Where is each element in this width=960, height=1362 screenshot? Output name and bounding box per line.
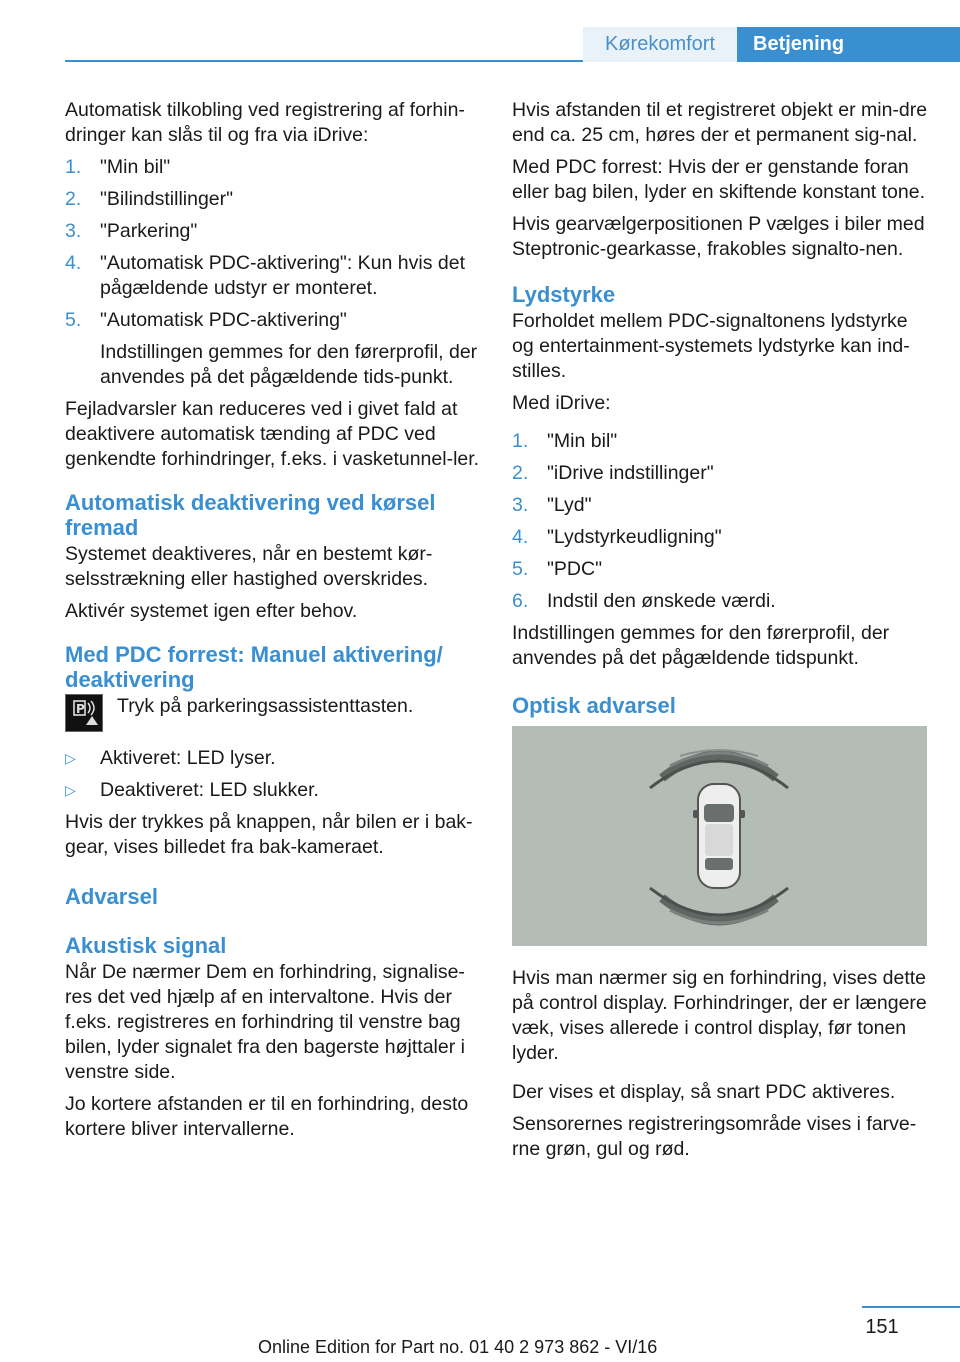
press-button-text: Tryk på parkeringsassistenttasten. <box>117 695 414 717</box>
optical-paragraph-2: Der vises et display, så snart PDC aktiveres. <box>512 1081 896 1103</box>
parking-assist-button-icon <box>65 694 103 732</box>
idrive-paragraph: Med iDrive: <box>512 392 611 414</box>
left-column <box>65 98 483 1149</box>
heading-acoustic-signal: Akustisk signal <box>65 933 227 958</box>
list-item: 1. "Min bil" <box>512 430 618 452</box>
header-chapter-tab: Betjening <box>737 27 960 62</box>
page-number: 151 <box>865 1316 899 1338</box>
pdc-display-illustration <box>512 726 927 946</box>
saved-profile-paragraph: Indstillingen gemmes for den førerprofil, der anvendes på det pågældende tidspunkt. <box>512 622 890 669</box>
header-section-tab: Kørekomfort <box>583 27 737 62</box>
false-warning-paragraph: Fejladvarsler kan reduceres ved i givet fald at deaktivere automatisk tænding af PDC ved genkendte forhindringer, f.eks. i vasketunnel-ler. <box>65 398 480 470</box>
optical-paragraph-3: Sensorernes registreringsområde vises i farve-rne grøn, gul og rød. <box>512 1113 917 1160</box>
list-item: 5. "Automatisk PDC-aktivering" <box>65 309 347 331</box>
list-item: 4. "Automatisk PDC-aktivering": Kun hvis det pågældende udstyr er monteret. <box>65 252 465 299</box>
auto-deact-paragraph-1: Systemet deaktiveres, når en bestemt kør-selsstrækning eller hastighed overskrides. <box>65 543 433 590</box>
heading-volume: Lydstyrke <box>512 282 616 307</box>
list-item: 4. "Lydstyrkeudligning" <box>512 526 722 548</box>
triangle-bullet-icon: ▷ <box>65 750 76 766</box>
list-item: ▷ Aktiveret: LED lyser. <box>65 747 276 769</box>
triangle-bullet-icon: ▷ <box>65 782 76 798</box>
list-item: 2. "Bilindstillinger" <box>65 188 234 210</box>
right-column <box>512 98 930 1169</box>
heading-optical-warning: Optisk advarsel <box>512 693 676 718</box>
list-item: 2. "iDrive indstillinger" <box>512 462 714 484</box>
heading-auto-deactivation: Automatisk deaktivering ved kørsel fremad <box>65 490 436 540</box>
edition-text: Online Edition for Part no. 01 40 2 973 862 - VI/16 <box>258 1337 658 1357</box>
list-sub-paragraph: Indstillingen gemmes for den førerprofil, der anvendes på det pågældende tids-punkt. <box>100 341 478 388</box>
list-item: 5. "PDC" <box>512 558 603 580</box>
reverse-gear-paragraph: Hvis der trykkes på knappen, når bilen er i bak-gear, vises billedet fra bak-kameraet. <box>65 811 473 858</box>
intro-paragraph: Automatisk tilkobling ved registrering af forhin-dringer kan slås til og fra via iDrive: <box>65 99 465 146</box>
footer-rule <box>862 1306 960 1308</box>
list-item: 3. "Lyd" <box>512 494 592 516</box>
list-item: 3. "Parkering" <box>65 220 198 242</box>
heading-manual-activation: Med PDC forrest: Manuel aktivering/ deaktivering <box>65 642 443 692</box>
svg-text:P: P <box>76 702 85 716</box>
auto-deact-paragraph-2: Aktivér systemet igen efter behov. <box>65 600 358 622</box>
list-item: ▷ Deaktiveret: LED slukker. <box>65 779 319 801</box>
idrive-steps-list <box>65 155 483 333</box>
optical-paragraph-1: Hvis man nærmer sig en forhindring, vises dette på control display. Forhindringer, der er længere væk, vises allerede i control display, før tonen lyder. <box>512 967 927 1064</box>
pdc-button-row <box>65 694 483 732</box>
list-item: 6. Indstil den ønskede værdi. <box>512 590 776 612</box>
front-pdc-paragraph: Med PDC forrest: Hvis der er genstande foran eller bag bilen, lyder en skiftende konstant tone. <box>512 156 926 203</box>
distance-paragraph: Hvis afstanden til et registreret objekt er min-dre end ca. 25 cm, høres der et permanent sig-nal. <box>512 99 928 146</box>
acoustic-paragraph-2: Jo kortere afstanden er til en forhindring, desto kortere bliver intervallerne. <box>65 1093 469 1140</box>
pdc-display-graphic <box>512 726 927 946</box>
steptronic-paragraph: Hvis gearvælgerpositionen P vælges i biler med Steptronic-gearkasse, frakobles signalto-nen. <box>512 213 925 260</box>
list-item: 1. "Min bil" <box>65 156 171 178</box>
acoustic-paragraph-1: Når De nærmer Dem en forhindring, signalise-res det ved hjælp af en intervaltone. Hvis der f.eks. registreres en forhindring til venstre bag bilen, lyder signalet fra den bagerste højttaler i venstre side. <box>65 961 465 1083</box>
heading-warning: Advarsel <box>65 884 158 909</box>
volume-steps-list <box>512 429 930 614</box>
led-status-list <box>65 746 483 803</box>
volume-paragraph: Forholdet mellem PDC-signaltonens lydstyrke og entertainment-systemets lydstyrke kan ind-stilles. <box>512 310 910 382</box>
